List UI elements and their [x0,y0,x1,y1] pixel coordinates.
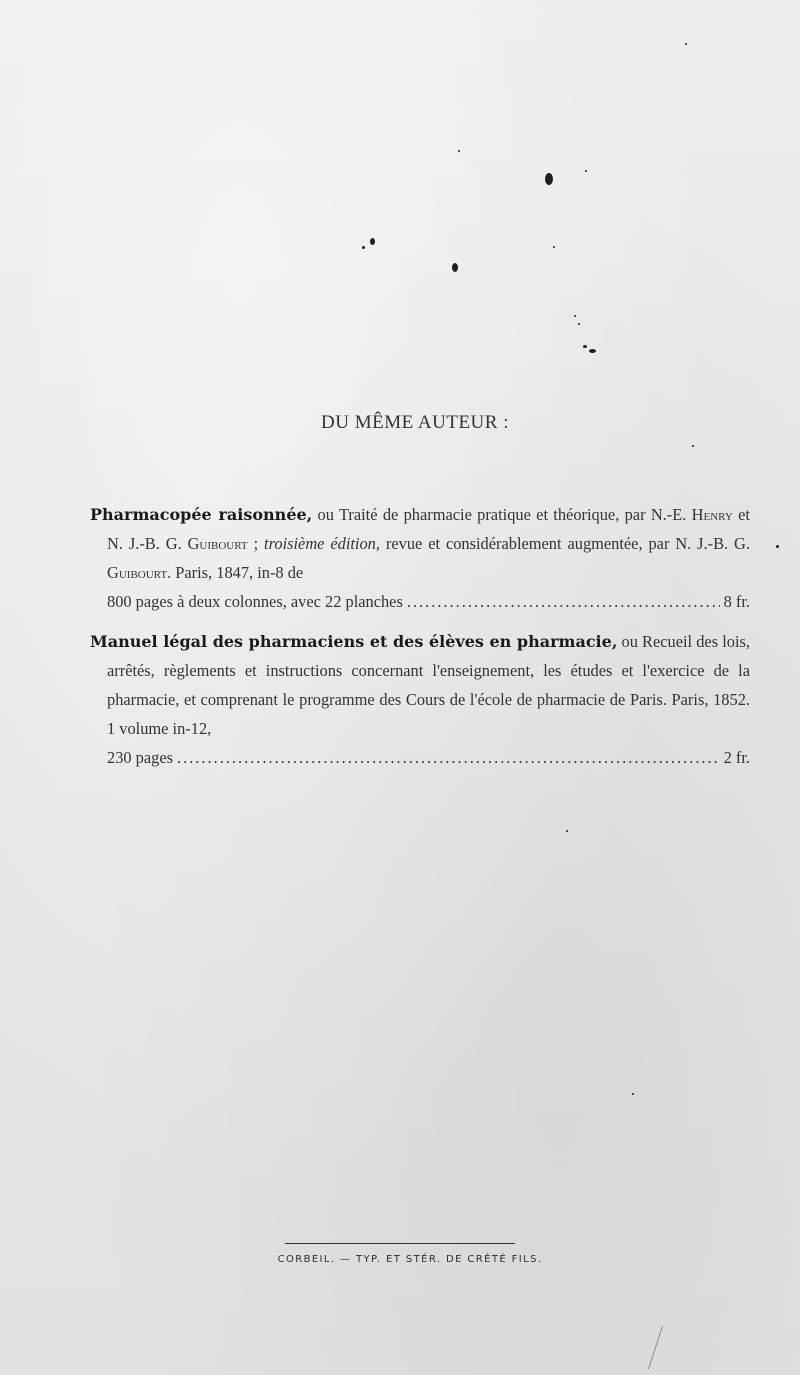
book-title: Manuel légal des pharmaciens et des élèves en pharmacie, [90,632,618,651]
entry-text: revue et considérablement augmentée, par N. J.-B. G. [379,534,750,553]
ink-speck [458,150,460,152]
bibliography-entry [90,500,750,616]
entry-price-line [90,587,750,616]
ink-speck [583,345,587,348]
leader-dots [407,587,720,616]
entry-text: 800 pages à deux colonnes, avec 22 planches [107,592,403,611]
ink-speck [776,545,779,548]
printer-imprint: CORBEIL. — TYP. ET STÉR. DE CRÉTÉ FILS. [277,1254,543,1265]
ink-speck [553,246,555,248]
price: 2 fr. [723,748,750,767]
entry-text: 230 pages [107,748,174,767]
ink-speck [585,170,587,172]
ink-speck [589,349,596,353]
ink-speck [574,315,576,317]
leader-dots [177,743,720,772]
ink-speck [692,445,694,447]
entry-text: ou Traité de pharmacie pratique et théorique, par N.-E. [312,505,692,524]
author-name: Henry [691,505,733,524]
entry-body [90,500,750,587]
book-title: Pharmacopée raisonnée, [90,505,313,524]
entry-body [90,627,750,743]
ink-speck [632,1093,634,1095]
author-name: Guibourt [187,534,248,553]
paper-scratch [648,1326,663,1369]
footer-rule [285,1243,515,1244]
entry-text: . Paris, 1847, in-8 de [167,563,304,582]
section-heading: DU MÊME AUTEUR : [321,412,509,433]
ink-speck [452,263,458,272]
ink-speck [370,238,375,245]
entry-text: ; [247,534,265,553]
ink-speck [685,43,687,45]
ink-speck [545,173,553,185]
bibliography-entry [90,627,750,772]
entry-price-line [90,743,750,772]
ink-speck [362,246,365,249]
price: 8 fr. [723,592,750,611]
ink-speck [566,830,568,832]
ink-speck [578,323,580,325]
edition-note: troisième édition, [264,534,380,553]
author-name: Guibourt [107,563,168,582]
entry-text: ou Recueil des lois, arrêtés, règlements et instructions concernant l'enseignement, les études et l'exercice de la pharmacie, et comprenant le programme des Cours de l'école de pharmacie de Paris. Paris, 1852. 1 volume in-12, [107,632,750,738]
entry-text: et N. J.-B. G. [107,505,750,553]
